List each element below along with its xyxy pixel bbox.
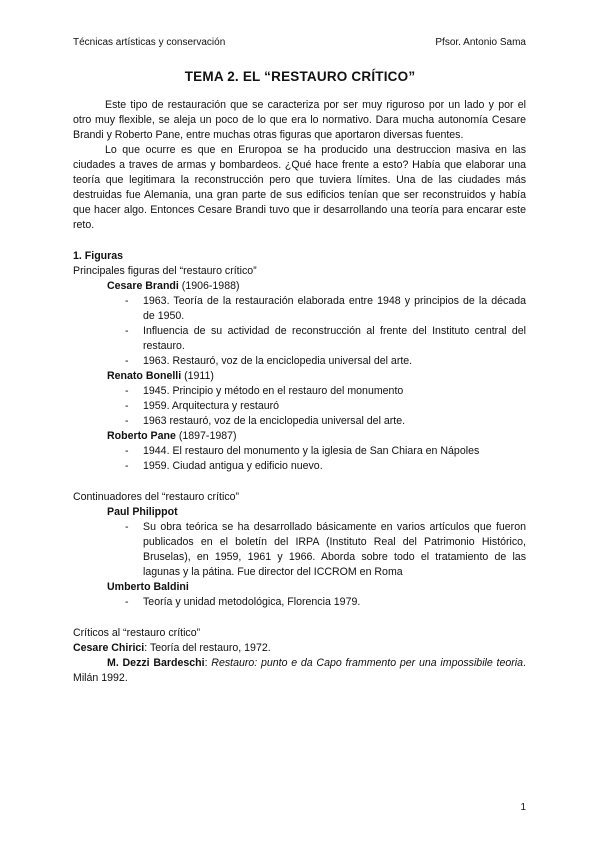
critic-work-title: Restauro: punto e da Capo frammento per una impossibile teoria xyxy=(211,657,524,669)
figure-entry xyxy=(107,505,526,520)
document-title: TEMA 2. EL “RESTAURO CRÍTICO” xyxy=(184,69,416,84)
critic-entry xyxy=(73,656,526,686)
critic-entry xyxy=(73,641,526,656)
intro-paragraph: Este tipo de restauración que se caracteriza por ser muy riguroso por un lado y por el otro muy flexible, se aleja un poco de lo que era lo normativo. Dara mucha autonomía Cesare Brandi y Roberto Pane, entre muchas otras figuras que aportaron diversas fuentes. xyxy=(73,99,526,141)
list-item: - Su obra teórica se ha desarrollado básicamente en varios artículos que fueron publicados en el boletín del IRPA (Instituto Real del Patrimonio Histórico, Bruselas), en 1959, 1961 y 1966. Aborda sobre todo el tratamiento de las lagunas y la pátina. Fue director del ICCROM en Roma xyxy=(143,520,526,580)
list-item: - 1945. Principio y método en el restauro del monumento xyxy=(143,384,526,399)
section-heading: 1. Figuras xyxy=(73,250,124,262)
list-item: - Influencia de su actividad de reconstrucción al frente del Instituto central del restauro. xyxy=(143,324,526,354)
critic-name: Cesare Chirici xyxy=(73,642,145,654)
figure-dates: (1897-1987) xyxy=(175,430,237,442)
figure-name: Cesare Brandi xyxy=(107,280,179,292)
criticos-label: Críticos al “restauro crítico” xyxy=(73,627,201,639)
critic-name: M. Dezzi Bardeschi xyxy=(107,657,205,669)
figure-dates: (1911) xyxy=(181,370,214,382)
figure-entry xyxy=(107,429,526,444)
critic-work-details: . Milán 1992. xyxy=(73,657,526,684)
header-professor: Pfsor. Antonio Sama xyxy=(435,37,526,48)
figure-name: Paul Philippot xyxy=(107,506,178,518)
page-number: 1 xyxy=(520,802,526,813)
list-item: - 1963. Restauró, voz de la enciclopedia universal del arte. xyxy=(143,354,526,369)
list-item: - Teoría y unidad metodológica, Florencia 1979. xyxy=(143,595,526,610)
figure-dates: (1906-1988) xyxy=(178,280,240,292)
critic-separator: : xyxy=(204,657,212,669)
figure-entry xyxy=(107,279,526,294)
figure-works-list xyxy=(73,595,526,610)
list-item: - 1959. Ciudad antigua y edificio nuevo. xyxy=(143,459,526,474)
figure-works-list xyxy=(73,520,526,580)
continuadores-label: Continuadores del “restauro crítico” xyxy=(73,491,240,503)
header-course-title: Técnicas artísticas y conservación xyxy=(73,37,226,48)
critic-work: : Teoría del restauro, 1972. xyxy=(144,642,271,654)
figure-entry xyxy=(107,369,526,384)
list-item: - 1963. Teoría de la restauración elaborada entre 1948 y principios de la década de 1950. xyxy=(143,294,526,324)
figure-works-list xyxy=(73,384,526,429)
figure-name: Roberto Pane xyxy=(107,430,176,442)
figure-entry xyxy=(107,580,526,595)
figure-works-list xyxy=(73,444,526,474)
figure-name: Renato Bonelli xyxy=(107,370,182,382)
list-item: - 1963 restauró, voz de la enciclopedia universal del arte. xyxy=(143,414,526,429)
list-item: - 1959. Arquitectura y restauró xyxy=(143,399,526,414)
list-item: - 1944. El restauro del monumento y la iglesia de San Chiara en Nápoles xyxy=(143,444,526,459)
figure-name: Umberto Baldini xyxy=(107,581,189,593)
document-body xyxy=(73,98,526,686)
principales-label: Principales figuras del “restauro crítico” xyxy=(73,265,257,277)
figure-works-list xyxy=(73,294,526,369)
intro-paragraph: Lo que ocurre es que en Eruropoa se ha producido una destruccion masiva en las ciudades a traves de armas y bombardeos. ¿Qué hace frente a esto? Había que elaborar una teoría que legitimara la reconstrucción pero que tuviera límites. Una de las ciudades más destruidas fue Alemania, una gran parte de sus edificios tenían que ser reconstruidos y había que hacer algo. Entonces Cesare Brandi tuvo que ir desarrollando una teoría para encarar este reto. xyxy=(73,144,526,231)
